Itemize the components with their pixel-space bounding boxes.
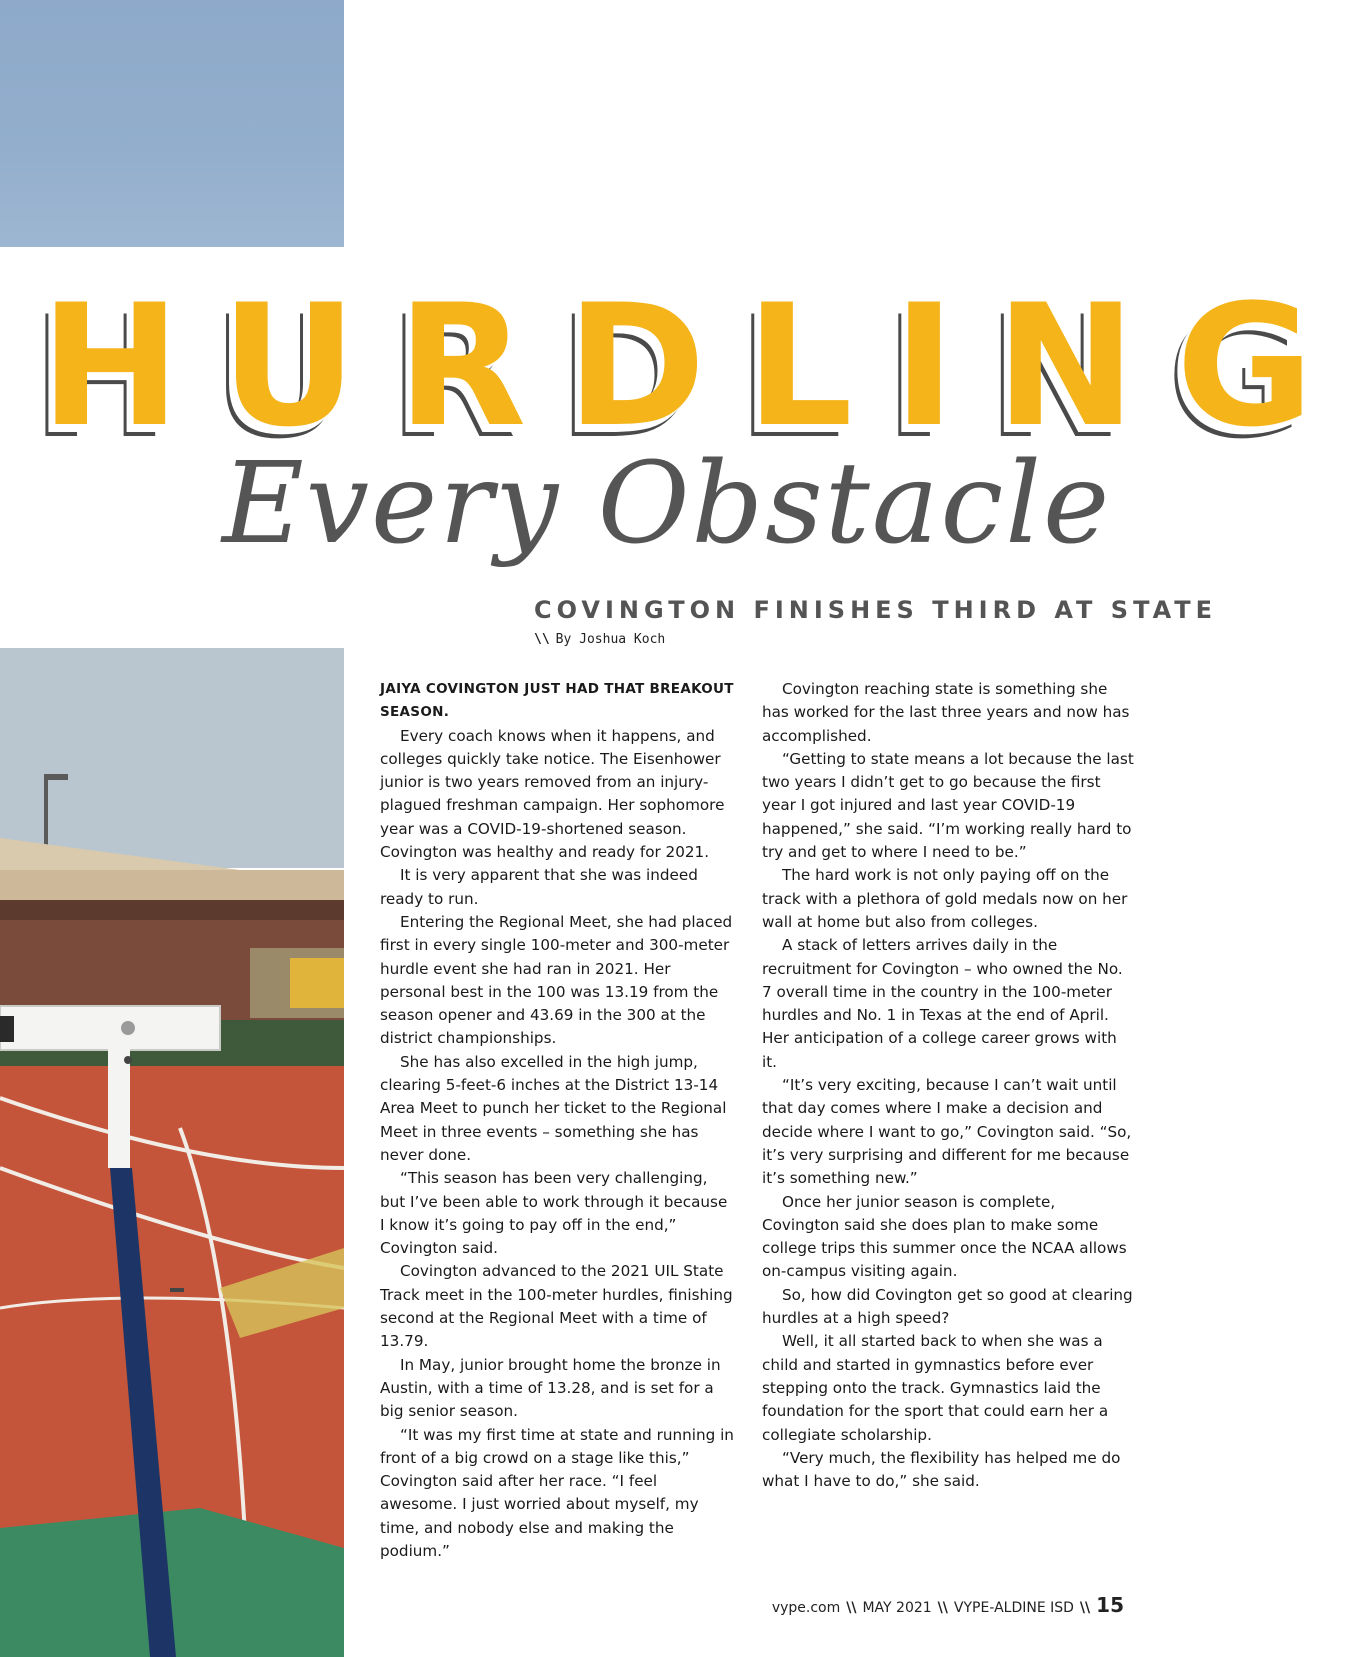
paragraph: “This season has been very challenging, but I’ve been able to work through it because I know it’s going to pay off in the end,” Covington said.: [380, 1169, 728, 1258]
paragraph: Every coach knows when it happens, and colleges quickly take notice. The Eisenhower junior is two years removed from an injury-plagued freshman campaign. Her sophomore year was a COVID-19-shortened season. Covington was healthy and ready for 2021.: [380, 726, 725, 862]
byline: [534, 632, 665, 647]
paragraph: In May, junior brought home the bronze in Austin, with a time of 13.28, and is set for a big senior season.: [380, 1355, 721, 1421]
paragraph: It is very apparent that she was indeed ready to run.: [380, 866, 698, 908]
lead-sentence: JAIYA COVINGTON JUST HAD THAT BREAKOUT SEASON.: [380, 681, 734, 721]
paragraph: Once her junior season is complete, Covington said she does plan to make some college trips this summer once the NCAA allows on-campus visiting again.: [762, 1192, 1127, 1281]
page-footer: [772, 1593, 1124, 1617]
footer-separator: \\: [1079, 1600, 1091, 1616]
byline-slashes: \\: [534, 632, 550, 647]
headline: HURDLING: [40, 268, 1354, 464]
paragraph: “It’s very exciting, because I can’t wait until that day comes where I make a decision and decide where I want to go,” Covington said. “So, it’s very surprising and different for me because it’s something new.”: [762, 1076, 1132, 1188]
paragraph: She has also excelled in the high jump, clearing 5-feet-6 inches at the District 13-14 Area Meet to punch her ticket to the Regional Meet in three events – something she has never done.: [380, 1052, 727, 1164]
paragraph: “Very much, the flexibility has helped me do what I have to do,” she said.: [762, 1448, 1121, 1491]
paragraph: Covington reaching state is something she has worked for the last three years and now has accomplished.: [762, 680, 1130, 745]
footer-separator: \\: [846, 1600, 857, 1616]
paragraph: “It was my first time at state and running in front of a big crowd on a stage like this,” Covington said after her race. “I feel awesome. I just worried about myself, my time, and nobody else and making the podium.”: [380, 1425, 734, 1560]
subhead: COVINGTON FINISHES THIRD AT STATE: [534, 596, 1218, 624]
article-column-left: [380, 678, 735, 1563]
footer-publication: VYPE-ALDINE ISD: [953, 1600, 1074, 1616]
track-hurdle-photo: [0, 648, 344, 1657]
paragraph: “Getting to state means a lot because the last two years I didn’t get to go because the first year I got injured and last year COVID-19 happened,” she said. “I’m working really hard to try and get to where I need to be.”: [762, 749, 1134, 862]
paragraph: Entering the Regional Meet, she had placed first in every single 100-meter and 300-meter hurdle event she had ran in 2021. Her personal best in the 100 was 13.19 from the season opener and 43.69 in the 300 at the district championships.: [380, 912, 733, 1048]
script-title: Every Obstacle: [222, 439, 1112, 569]
article-column-right: [762, 678, 1134, 1493]
page-number: 15: [1096, 1593, 1124, 1617]
paragraph: A stack of letters arrives daily in the recruitment for Covington – who owned the No. 7 overall time in the country in the 100-meter hurdles and No. 1 in Texas at the end of April. Her anticipation of a college career grows with it.: [762, 936, 1123, 1071]
footer-issue: MAY 2021: [862, 1600, 932, 1616]
byline-author: By Joshua Koch: [555, 632, 666, 647]
paragraph: Well, it all started back to when she was a child and started in gymnastics before ever stepping onto the track. Gymnastics laid the foundation for the sport that could earn her a collegiate scholarship.: [762, 1332, 1109, 1444]
paragraph: The hard work is not only paying off on the track with a plethora of gold medals now on her wall at home but also from colleges.: [762, 866, 1128, 931]
sky-photo: [0, 0, 344, 247]
footer-site: vype.com: [771, 1600, 841, 1616]
paragraph: So, how did Covington get so good at clearing hurdles at a high speed?: [762, 1285, 1133, 1328]
footer-separator: \\: [937, 1600, 948, 1616]
paragraph: Covington advanced to the 2021 UIL State Track meet in the 100-meter hurdles, finishing second at the Regional Meet with a time of 13.79.: [380, 1262, 733, 1351]
